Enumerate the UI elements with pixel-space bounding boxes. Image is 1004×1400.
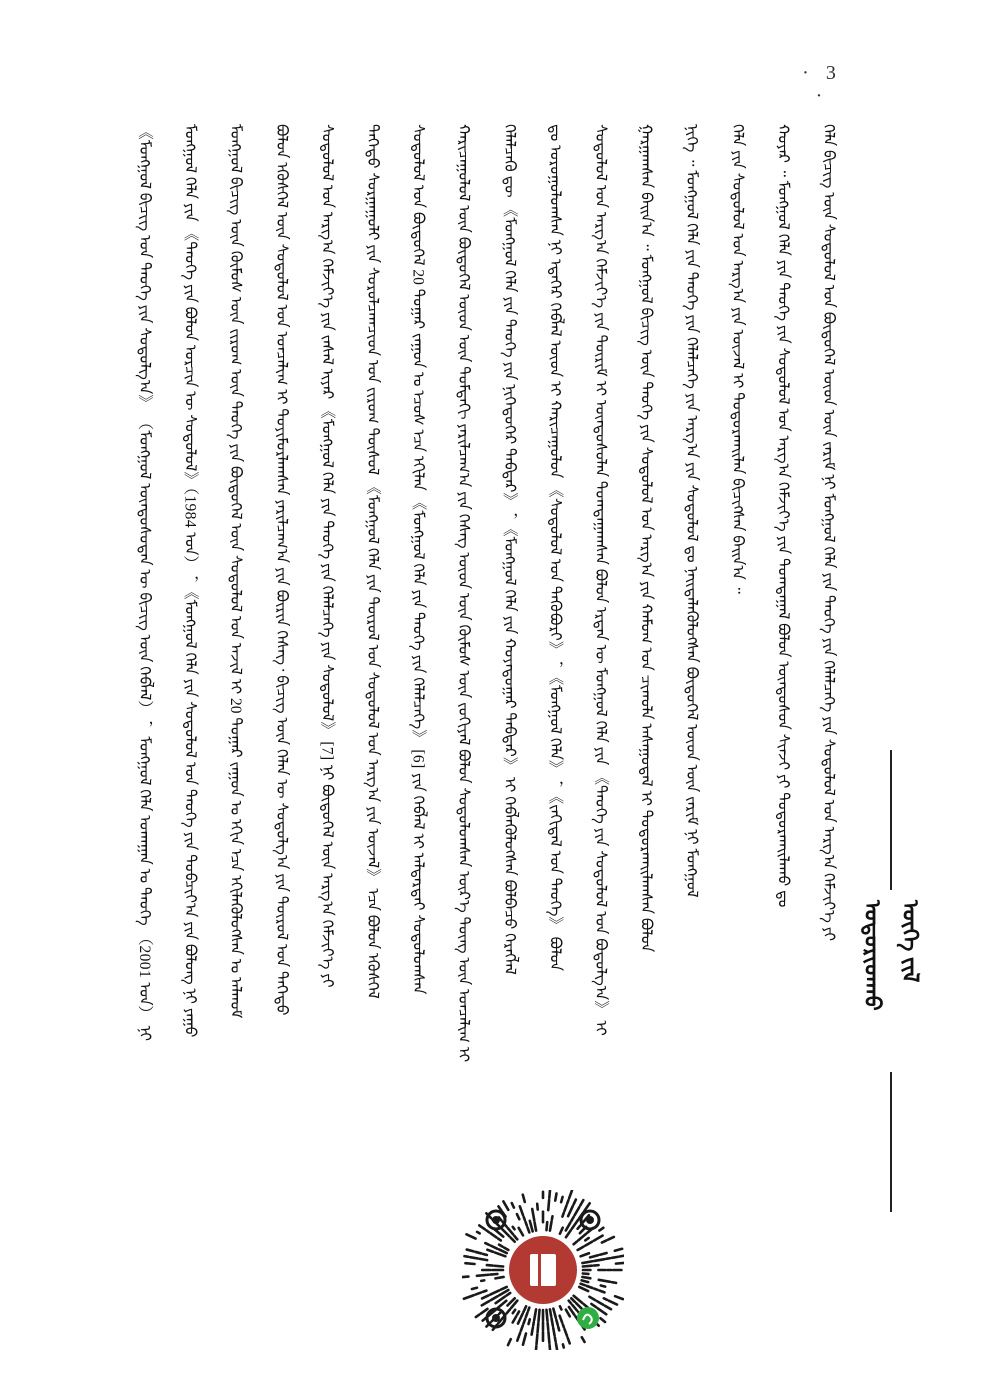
qr-module	[550, 1345, 551, 1350]
qr-module	[563, 1344, 564, 1347]
qr-module	[591, 1304, 595, 1307]
qr-module	[536, 1346, 537, 1350]
qr-module	[495, 1266, 504, 1267]
qr-module	[513, 1316, 517, 1322]
qr-module	[518, 1314, 523, 1324]
text-line: ᠰᠤᠳᠤᠯᠤᠯ ᠤᠨ ᠪᠦᠲᠦᠭᠡᠯ 20 ᠳᠤᠭᠠᠷ ᠵᠠᠭᠤᠨ ᠤ ᠡᠴᠦᠰ ᠡᠴᠡ ᠡᠬᠢᠯᠡᠨ 《ᠮᠣᠩᠭᠣᠯ ᠬᠡᠯᠡ ᠶᠢᠨ ᠲᠡᠦᠬᠡ ᠶᠢᠨ ᠬᠡᠯᠡᠯᠴᠡᠭᠡ》 [6] ᠶᠢᠨ ᠬᠡᠪᠯᠡᠯ ᠢ ᠠᠯᠳᠠᠷᠲᠠᠢ ᠰᠤᠳᠤᠯᠤᠭᠰᠠᠨ	[409, 124, 427, 995]
qr-module	[589, 1297, 595, 1300]
qr-module	[616, 1263, 624, 1264]
text-line: ᠬᠡᠯᠡ ᠪᠢᠴᠢᠭ᠌ ᠦᠨ ᠰᠤᠳᠤᠯᠤᠯ ᠤᠨ ᠪᠦᠲᠦᠭᠡᠯ ᠦᠳ ᠦᠨ ᠵᠠᠷᠢᠮ ᠨᠢ ᠮᠣᠩᠭᠣᠯ ᠬᠡᠯᠡ ᠶᠢᠨ ᠲᠡᠦᠬᠡ ᠶᠢᠨ ᠬᠡᠯᠡᠯᠴᠡᠭᠡ ᠶᠢᠨ ᠰᠤᠳᠤᠯᠤᠯ ᠤᠨ ᠠᠷᠭ᠎ᠠ ᠬᠡᠮᠵᠢᠶ᠎ᠡ ᠶᠢ	[820, 124, 837, 942]
qr-module	[517, 1333, 520, 1341]
qr-module	[548, 1332, 549, 1343]
qr-module	[491, 1274, 498, 1275]
qr-module	[606, 1258, 610, 1259]
qr-module	[495, 1277, 503, 1278]
qr-module	[538, 1324, 539, 1333]
qr-module	[507, 1310, 510, 1314]
text-line: ᠨᠢᠭᠡ ᠃ ᠮᠣᠩᠭᠣᠯ ᠬᠡᠯᠡ ᠶᠢᠨ ᠲᠡᠦᠬᠡ ᠶᠢᠨ ᠬᠡᠯᠡᠯᠴᠡᠭᠡ ᠶᠢᠨ ᠠᠷᠭ᠎ᠠ ᠶᠢᠨ ᠰᠤᠳᠤᠯᠤᠯ ᠳᠤ ᠨᠡᠢᠲᠡᠯᠡᠭᠦᠯᠦᠭᠰᠡᠨ ᠪᠦᠲᠦᠭᠡᠯ ᠦᠳ ᠦᠨ ᠵᠠᠷᠢᠮ ᠨᠢ ᠮᠣᠩᠭᠣᠯ	[683, 124, 701, 898]
qr-module	[566, 1310, 570, 1317]
qr-module	[552, 1318, 553, 1326]
qr-module	[566, 1231, 571, 1238]
qr-module	[464, 1295, 474, 1299]
mini-program-qr-code-icon	[462, 1190, 624, 1350]
qr-module	[564, 1206, 566, 1212]
qr-module	[523, 1319, 525, 1324]
qr-module	[608, 1237, 614, 1240]
qr-module	[508, 1339, 511, 1345]
text-line: ᠮᠣᠩᠭᠣᠯ ᠬᠡᠯᠡ ᠶᠢᠨ 《ᠲᠡᠦᠬᠡ ᠶᠢᠨ ᠪᠣᠯᠤᠨ ᠣᠷᠴᠢᠨ ᠦ ᠰᠤᠳᠤᠯᠤᠯ》（1984 ᠣᠨ） ，《ᠮᠣᠩᠭᠣᠯ ᠬᠡᠯᠡ ᠶᠢᠨ ᠰᠤᠳᠤᠯᠤᠯ ᠤᠨ ᠲᠡᠦᠬᠡ ᠶᠢᠨ ᠲᠣᠪᠴᠢᠶ᠎ᠠ ᠶᠢᠨ ᠪᠤᠯᠤᠩ ᠨᠢ ᠶᠠᠭᠤ	[181, 124, 199, 1038]
qr-module	[479, 1225, 485, 1229]
qr-module	[582, 1277, 590, 1278]
qr-module	[560, 1228, 563, 1234]
qr-module	[490, 1290, 499, 1294]
qr-module	[558, 1327, 559, 1331]
qr-module	[604, 1298, 607, 1299]
qr-module	[472, 1288, 477, 1289]
qr-module	[548, 1323, 549, 1330]
qr-module	[582, 1337, 585, 1342]
qr-module	[526, 1222, 527, 1226]
qr-module	[569, 1190, 573, 1198]
qr-module	[477, 1275, 489, 1276]
qr-module	[514, 1236, 517, 1239]
body-text	[132, 124, 862, 1290]
qr-module	[599, 1228, 603, 1231]
qr-module	[483, 1291, 486, 1292]
qr-module	[585, 1242, 592, 1246]
qr-module	[546, 1222, 547, 1230]
qr-module	[568, 1206, 573, 1216]
text-line: ᠰᠤᠳᠤᠯᠤᠯ ᠤᠨ ᠠᠷᠭ᠎ᠠ ᠬᠡᠮᠵᠢᠶ᠎ᠡ ᠶᠢᠨ ᠵᠠᠰᠠᠯ ᠢᠶᠠᠷ 《ᠮᠣᠩᠭᠣᠯ ᠬᠡᠯᠡ ᠶᠢᠨ ᠲᠡᠦᠬᠡ ᠶᠢᠨ ᠬᠡᠯᠡᠯᠴᠡᠭᠡ ᠶᠢᠨ ᠰᠤᠳᠤᠯᠤᠯ》 [7] ᠨᠢ ᠪᠦᠲᠦᠭᠡᠯ ᠦᠨ ᠠᠷᠭ᠎ᠠ ᠬᠡᠮᠵᠢᠶ᠎ᠡ ᠶᠢ	[318, 124, 336, 988]
qr-module	[605, 1306, 611, 1310]
qr-module	[560, 1316, 562, 1323]
qr-module	[578, 1226, 580, 1229]
qr-module	[535, 1222, 536, 1230]
qr-module	[498, 1239, 501, 1241]
qr-module	[512, 1203, 514, 1208]
qr-module	[508, 1228, 513, 1234]
qr-module	[528, 1308, 529, 1311]
text-line: ᠳᠡᠭᠡᠳᠦ ᠰᠤᠷᠭᠠᠭᠤᠯᠢ ᠶᠢᠨ ᠰᠤᠷᠤᠯᠴᠠᠭᠴᠢᠳ ᠤᠨ ᠵᠢᠷᠤᠭ ᠲᠥᠰᠥᠯ 《ᠮᠣᠩᠭᠣᠯ ᠬᠡᠯᠡ ᠶᠢᠨ ᠲᠥᠷᠦᠯ ᠤᠨ ᠰᠤᠳᠤᠯᠤᠯ ᠤᠨ ᠠᠷᠭ᠎ᠠ ᠶᠢᠨ ᠦᠵᠡᠯ》 ᠡᠴᠡ ᠪᠣᠯᠤᠨ ᠡᠬᠦᠰᠬᠡᠯ	[364, 124, 381, 999]
qr-module	[546, 1310, 547, 1321]
qr-module	[580, 1200, 583, 1205]
qr-module	[597, 1301, 603, 1304]
qr-module	[594, 1289, 597, 1290]
qr-module	[615, 1249, 622, 1251]
qr-module	[499, 1249, 507, 1253]
qr-module	[462, 1277, 468, 1278]
qr-code	[462, 1190, 624, 1350]
qr-module	[485, 1243, 489, 1245]
qr-module	[501, 1287, 507, 1290]
qr-module	[583, 1266, 592, 1267]
qr-module	[532, 1328, 533, 1335]
qr-module	[602, 1240, 607, 1242]
qr-module	[526, 1313, 528, 1317]
qr-module	[578, 1247, 584, 1250]
qr-module	[601, 1285, 605, 1286]
qr-module	[587, 1286, 593, 1288]
qr-module	[530, 1221, 533, 1232]
qr-module	[523, 1333, 526, 1344]
qr-module	[567, 1200, 568, 1203]
qr-module	[532, 1209, 534, 1221]
qr-module	[620, 1255, 624, 1257]
qr-module	[466, 1234, 475, 1238]
header-rule-bottom	[890, 1072, 892, 1212]
qr-module	[555, 1338, 556, 1342]
qr-module	[600, 1318, 605, 1322]
qr-module	[581, 1284, 585, 1285]
qr-module	[481, 1280, 484, 1281]
qr-module	[560, 1306, 562, 1309]
qr-module	[517, 1312, 519, 1315]
qr-module	[491, 1246, 497, 1249]
qr-module	[590, 1255, 598, 1257]
qr-module	[599, 1280, 610, 1282]
qr-module	[491, 1296, 498, 1300]
text-line: ᠰᠤᠳᠤᠯᠤᠯ ᠤᠨ ᠠᠷᠭ᠎ᠠ ᠬᠡᠮᠵᠢᠶ᠎ᠡ ᠶᠢᠨ ᠳᠦᠷᠢᠮ ᠢ ᠦᠨᠳᠦᠰᠦᠯᠡᠨ ᠲᠣᠭᠲᠠᠭᠠᠭᠰᠠᠨ ᠪᠣᠯᠤᠨ ᠡᠷᠲᠡᠨ ᠦ ᠮᠣᠩᠭᠣᠯ ᠬᠡᠯᠡ ᠶᠢᠨ 《ᠲᠡᠦᠬᠡ ᠶᠢᠨ ᠰᠤᠳᠤᠯᠤᠯ ᠤᠨ ᠪᠣᠳᠤᠯᠭ᠎ᠠ》 ᠢ	[592, 124, 609, 1036]
qr-module	[482, 1295, 488, 1298]
qr-module	[513, 1227, 515, 1229]
qr-module	[572, 1305, 577, 1310]
qr-finder-dot	[586, 1216, 594, 1224]
qr-module	[517, 1214, 519, 1219]
qr-module	[513, 1310, 515, 1313]
qr-module	[483, 1254, 487, 1255]
qr-module	[549, 1190, 550, 1198]
qr-module	[565, 1329, 567, 1336]
book-glyph-icon	[530, 1254, 556, 1286]
qr-module	[569, 1301, 571, 1304]
qr-module	[600, 1253, 607, 1255]
qr-module	[574, 1200, 576, 1205]
qr-module	[503, 1201, 508, 1209]
qr-module	[533, 1322, 534, 1325]
qr-module	[537, 1204, 538, 1210]
qr-finder-dot	[492, 1216, 500, 1224]
qr-module	[594, 1236, 603, 1241]
qr-module	[550, 1222, 552, 1231]
qr-module	[553, 1328, 554, 1336]
qr-module	[562, 1213, 563, 1217]
qr-module	[553, 1309, 555, 1318]
text-line: ᠬᠡᠯᠡᠯᠴᠡᠬᠦ ᠳᠦ 《ᠮᠣᠩᠭᠣᠯ ᠬᠡᠯᠡ ᠶᠢᠨ ᠲᠡᠦᠬᠡ ᠶᠢᠨ ᠨᠢᠭᠡᠳᠦᠭᠡᠷ ᠳᠡᠪᠲᠡᠷ》 ，《ᠮᠣᠩᠭᠣᠯ ᠬᠡᠯᠡ ᠶᠢᠨ ᠬᠣᠶᠠᠳᠤᠭᠠᠷ ᠳᠡᠪᠲᠡᠷ》 ᠢ ᠬᠡᠪᠯᠡᠭᠦᠯᠦᠭᠰᠡᠨ ᠪᠣᠯᠪᠠᠴᠤ ᠬᠡᠷᠡᠭᠯᠡᠯ	[500, 124, 518, 975]
qr-module	[476, 1315, 479, 1317]
qr-module	[491, 1233, 497, 1237]
qr-module	[534, 1309, 536, 1320]
qr-module	[511, 1238, 515, 1242]
qr-module	[519, 1228, 523, 1236]
text-line: 《ᠮᠣᠩᠭᠣᠯ ᠪᠢᠴᠢᠭ᠌ ᠤᠨ ᠲᠡᠦᠬᠡ ᠶᠢᠨ ᠰᠤᠳᠤᠯᠭ᠎ᠠ》 （ᠮᠣᠩᠭᠣᠯ ᠦᠨᠳᠦᠰᠦᠲᠡᠨ ᠦ ᠪᠢᠴᠢᠭ᠌ ᠦᠨ ᠬᠡᠪᠯᠡᠯ） ，ᠮᠣᠩᠭᠣᠯ ᠬᠡᠯᠡ ᠤᠬᠠᠭᠠᠨ ᠤ ᠲᠡᠦᠬᠡ （2001 ᠣᠨ） ᠨᠢ	[136, 124, 153, 1042]
qr-module	[537, 1334, 538, 1344]
qr-module	[568, 1338, 570, 1344]
qr-module	[581, 1253, 589, 1256]
qr-finder-dot	[492, 1314, 500, 1322]
text-line: ᠭᠠᠷᠭᠠᠭᠰᠠᠨ ᠪᠠᠢᠨ᠎ᠠ ᠃ ᠮᠣᠩᠭᠣᠯ ᠪᠢᠴᠢᠭ᠌ ᠦᠨ ᠲᠡᠦᠬᠡ ᠶᠢᠨ ᠰᠤᠳᠤᠯᠤᠯ ᠤᠨ ᠠᠷᠭ᠎ᠠ ᠶᠢᠨ ᠬᠠᠮᠤᠭ ᠤᠨ ᠴᠢᠬᠤᠯᠠ ᠠᠰᠠᠭᠤᠳᠠᠯ ᠢ ᠲᠣᠳᠣᠷᠬᠠᠢᠯᠠᠭᠰᠠᠨ ᠪᠣᠯᠤᠨ	[637, 124, 655, 953]
qr-module	[571, 1298, 574, 1301]
qr-module	[529, 1319, 530, 1324]
qr-module	[561, 1197, 562, 1202]
qr-module	[556, 1320, 557, 1325]
qr-module	[524, 1306, 527, 1312]
mini-program-badge-icon	[577, 1307, 599, 1329]
qr-module	[520, 1206, 523, 1215]
text-line: ᠪᠣᠯᠤᠨ ᠡᠬᠦᠰᠬᠡᠯ ᠦᠨ ᠰᠤᠳᠤᠯᠤᠯ ᠤᠨ ᠣᠨᠴᠠᠯᠢᠭ ᠢ ᠲᠤᠶᠢᠮᠤᠷᠯᠠᠭᠰᠠᠨ ᠶᠠᠷᠢᠯᠴᠠᠭ᠎ᠠ ᠶᠢᠨ ᠪᠦᠷᠢᠨ ᠬᠡᠰᠡᠭ᠂ ᠪᠢᠴᠢᠭ᠌ ᠦᠨ ᠬᠡᠯᠡᠨ ᠦ ᠰᠤᠳᠤᠯᠭ᠎ᠠ ᠶᠢᠨ ᠲᠦᠷᠦᠯ ᠤᠨ ᠳᠡᠭᠡᠳᠦ	[272, 124, 290, 1016]
qr-module	[563, 1324, 564, 1327]
text-line: ᠬᠠᠷᠢᠴᠠᠭᠤᠯᠤᠯ ᠦᠨ ᠪᠦᠲᠦᠭᠡᠯ ᠦᠳ ᠦᠨ ᠳᠤᠮᠳᠠᠬᠢ ᠶᠠᠷᠢᠯᠴᠠᠭ᠎ᠠ ᠶᠢᠨ ᠬᠡᠰᠡᠭ ᠦᠳ ᠦᠨ ᠬᠦᠮᠦᠰ ᠦᠨ ᠵᠣᠬᠢᠶᠠᠯ ᠪᠣᠯᠤᠨ ᠰᠤᠳᠤᠯᠤᠭᠰᠠᠨ ᠦᠷ᠎ᠡ ᠳᠦᠩ ᠦᠨ ᠣᠨᠴᠠᠯᠢᠭ ᠢ	[455, 124, 473, 1063]
qr-module	[480, 1259, 487, 1260]
qr-module	[487, 1230, 490, 1232]
qr-module	[521, 1326, 523, 1331]
qr-module	[597, 1308, 606, 1314]
header-rule-top	[890, 750, 892, 890]
qr-module	[499, 1245, 502, 1247]
qr-module	[523, 1195, 525, 1202]
qr-module	[470, 1257, 478, 1258]
book-spine-icon	[538, 1254, 541, 1286]
text-line: ᠳᠤ ᠣᠷᠣᠭᠤᠯᠤᠭᠰᠠᠨ ᠨᠢ ᠡᠳᠡᠭᠡᠷ ᠬᠡᠪᠯᠡᠯ ᠦᠳ ᠢ ᠬᠠᠷᠢᠴᠠᠭᠤᠯᠤᠨ 《ᠰᠤᠳᠤᠯᠤᠯ ᠤᠨ ᠲᠡᠭᠦᠪᠦᠷᠢ》 ，《ᠮᠣᠩᠭᠣᠯ ᠬᠡᠯᠡ》 ，《ᠵᠠᠬᠢᠳᠠᠯ ᠤᠨ ᠲᠡᠦᠬᠡ》 ᠪᠣᠯᠤᠨ	[546, 124, 564, 971]
qr-module	[612, 1282, 616, 1283]
qr-module	[476, 1292, 482, 1294]
qr-module	[507, 1293, 510, 1295]
qr-module	[579, 1287, 588, 1291]
running-header	[860, 750, 923, 1212]
qr-module	[504, 1248, 508, 1250]
qr-module	[538, 1310, 539, 1322]
qr-module	[575, 1207, 580, 1215]
qr-module	[571, 1217, 573, 1221]
header-title: ᠤᠳᠤᠷᠢᠳᠬᠤ ᠦᠭᠡ ᠵᠢᠯ	[860, 900, 923, 1011]
qr-module	[528, 1227, 530, 1232]
qr-module	[524, 1217, 525, 1220]
qr-module	[615, 1296, 623, 1299]
qr-module	[552, 1216, 553, 1219]
qr-module	[481, 1309, 488, 1314]
qr-module	[556, 1344, 558, 1350]
text-line: ᠬᠣᠶᠠᠷ ᠃ ᠮᠣᠩᠭᠣᠯ ᠬᠡᠯᠡ ᠶᠢᠨ ᠲᠡᠦᠬᠡ ᠶᠢᠨ ᠰᠤᠳᠤᠯᠤᠯ ᠤᠨ ᠠᠷᠭ᠎ᠠ ᠬᠡᠮᠵᠢᠶ᠎ᠡ ᠶᠢᠨ ᠲᠣᠭᠲᠠᠭᠠᠯ ᠪᠣᠯᠤᠨ ᠦᠨᠳᠦᠰᠦᠨ ᠰᠢᠨᠵᠢ ᠶᠢ ᠲᠣᠳᠣᠷᠬᠠᠢᠯᠠᠬᠤ ᠳᠤ	[774, 124, 792, 908]
qr-module	[467, 1250, 474, 1252]
text-line: ᠬᠡᠯᠡ ᠶᠢᠨ ᠰᠤᠳᠤᠯᠤᠯ ᠤᠨ ᠠᠷᠭ᠎ᠠ ᠶᠢᠨ ᠦᠵᠡᠯ ᠢ ᠲᠣᠳᠣᠷᠬᠠᠢᠯᠠᠨ ᠪᠢᠴᠢᠭᠰᠡᠨ ᠪᠠᠢᠨ᠎ᠠ ᠃	[728, 124, 746, 594]
qr-module	[609, 1301, 617, 1305]
qr-module	[582, 1280, 589, 1282]
qr-module	[477, 1232, 480, 1234]
qr-module	[550, 1309, 551, 1316]
qr-module	[566, 1223, 570, 1231]
qr-module	[548, 1200, 549, 1210]
qr-module	[482, 1301, 489, 1305]
page-number: · 3 ·	[802, 62, 842, 107]
qr-module	[487, 1250, 493, 1252]
qr-module	[476, 1252, 482, 1254]
text-line: ᠮᠣᠩᠭᠣᠯ ᠪᠢᠴᠢᠭ᠌ ᠦᠨ ᠬᠦᠮᠦᠰ ᠦᠨ ᠵᠢᠷᠤᠭ ᠦᠨ ᠲᠡᠦᠬᠡ ᠶᠢᠨ ᠪᠦᠲᠦᠭᠡᠯ ᠦᠨ ᠰᠤᠳᠤᠯᠤᠯ ᠤᠨ ᠠᠵᠢᠯ ᠢ 20 ᠳᠤᠭᠠᠷ ᠵᠠᠭᠤᠨ ᠤ ᠡᠬᠢᠨ ᠡᠴᠡ ᠡᠬᠢᠯᠡᠭᠦᠯᠦᠭᠰᠡᠨ ᠤ ᠠᠯᠬᠤᠮ	[227, 124, 245, 1019]
qr-module	[555, 1193, 556, 1200]
qr-module	[600, 1291, 605, 1293]
qr-module	[574, 1242, 577, 1245]
qr-module	[582, 1261, 592, 1263]
qr-module	[594, 1259, 604, 1261]
qr-module	[465, 1263, 474, 1264]
qr-module	[612, 1257, 617, 1258]
qr-module	[464, 1256, 468, 1257]
qr-module	[585, 1238, 588, 1240]
